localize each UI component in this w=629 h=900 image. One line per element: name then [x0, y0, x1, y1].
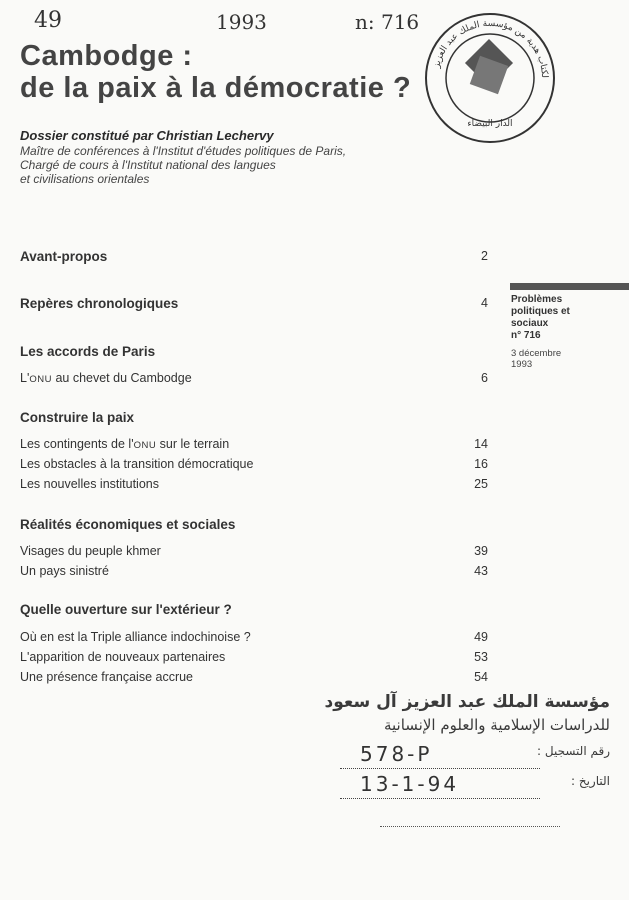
toc-entry: Une présence française accrue — [20, 670, 194, 684]
author-role-3: et civilisations orientales — [20, 172, 150, 186]
author-role-2: Chargé de cours à l'Institut national des langues — [20, 158, 276, 172]
toc-avant-propos-page: 2 — [481, 249, 488, 263]
toc-avant-propos: Avant-propos — [20, 249, 108, 264]
handwritten-issue: n: 716 — [355, 10, 420, 34]
series-line-3: sociaux — [511, 318, 549, 329]
stamp-line-1: مؤسسة الملك عبد العزيز آل سعود — [324, 692, 610, 712]
series-line-2: politiques et — [511, 306, 570, 317]
toc-entry-page: 6 — [481, 371, 488, 385]
series-info — [511, 294, 621, 370]
toc-entry-page: 49 — [474, 630, 488, 644]
seal-arc-text: لكتاب هدية من مؤسسة الملك عبد العزيز — [432, 18, 550, 79]
byline — [20, 128, 440, 186]
toc-entry-page: 54 — [474, 670, 488, 684]
toc-entry: Les contingents de l'ONU sur le terrain — [20, 437, 230, 451]
toc-entry-page: 39 — [474, 544, 488, 558]
title-line-2: de la paix à la démocratie ? — [20, 72, 412, 104]
toc-reperes-page: 4 — [481, 296, 488, 310]
title-block — [20, 40, 411, 104]
stamp-reg-value: 578-P — [360, 742, 433, 766]
toc-entry: L'ONU au chevet du Cambodge — [20, 371, 192, 385]
toc-entry-page: 25 — [474, 477, 488, 491]
author-role-1: Maître de conférences à l'Institut d'études politiques de Paris, — [20, 144, 347, 158]
issue-date-2: 1993 — [511, 359, 533, 370]
toc-entry: Où en est la Triple alliance indochinoise ? — [20, 630, 251, 644]
stamp-reg-label: رقم التسجيل : — [537, 744, 610, 758]
section-accords: Les accords de Paris — [20, 344, 156, 359]
title-line-1: Cambodge : — [20, 40, 193, 72]
author: Dossier constitué par Christian Lechervy — [20, 128, 274, 143]
section-realites: Réalités économiques et sociales — [20, 517, 236, 532]
stamp-signature-line — [380, 826, 560, 827]
seal-bottom-text: الدار البيضاء — [467, 119, 513, 129]
toc-entry: Les nouvelles institutions — [20, 477, 159, 491]
stamp-line-2: للدراسات الإسلامية والعلوم الإنسانية — [383, 716, 610, 734]
stamp-date-label: التاريخ : — [570, 774, 610, 788]
toc-reperes: Repères chronologiques — [20, 296, 179, 311]
handwritten-year: 1993 — [216, 10, 267, 34]
stamp-date-value: 13-1-94 — [360, 772, 460, 796]
handwritten-number: 49 — [34, 8, 62, 33]
series-number: n° 716 — [511, 330, 541, 341]
library-seal — [420, 8, 560, 153]
issue-date-1: 3 décembre — [511, 348, 562, 359]
toc-entry-page: 43 — [474, 564, 488, 578]
toc-entry-page: 16 — [474, 457, 488, 471]
toc-entry: L'apparition de nouveaux partenaires — [20, 650, 226, 664]
toc-entry: Visages du peuple khmer — [20, 544, 161, 558]
toc-entry: Un pays sinistré — [20, 564, 109, 578]
sidebar-rule — [510, 283, 629, 290]
toc-entry-page: 14 — [474, 437, 488, 451]
series-line-1: Problèmes — [511, 294, 563, 305]
registration-stamp — [320, 690, 610, 827]
section-ouverture: Quelle ouverture sur l'extérieur ? — [20, 602, 232, 617]
toc-entry: Les obstacles à la transition démocratique — [20, 457, 254, 471]
section-construire: Construire la paix — [20, 410, 135, 425]
toc-entry-page: 53 — [474, 650, 488, 664]
